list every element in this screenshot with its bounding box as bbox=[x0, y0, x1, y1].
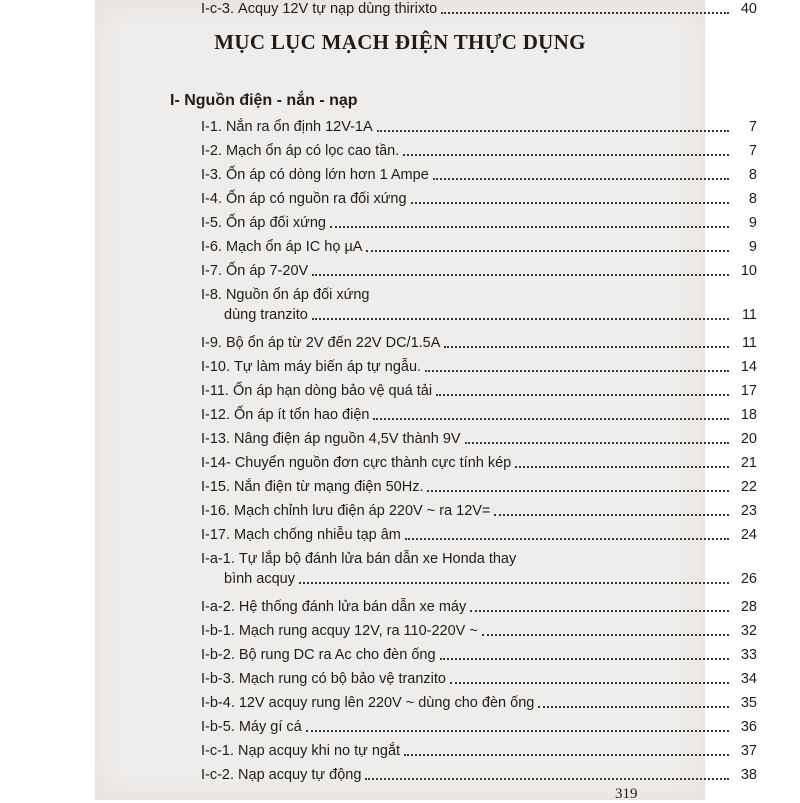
toc-entry-title: Mạch rung có bộ bảo vệ tranzito bbox=[238, 671, 446, 687]
toc-entry-code: I-2. bbox=[201, 143, 222, 159]
toc-list bbox=[95, 0, 757, 800]
toc-entry-title: Tự lắp bộ đánh lửa bán dẫn xe Honda thay bbox=[238, 551, 517, 567]
toc-entry-page: 26 bbox=[740, 571, 757, 587]
toc-entry-code: I-3. bbox=[201, 167, 222, 183]
toc-leader-dots bbox=[427, 490, 729, 492]
toc-entry bbox=[201, 622, 757, 640]
toc-entry-code: I-b-5. bbox=[201, 719, 235, 735]
toc-entry-page: 8 bbox=[748, 191, 757, 207]
toc-entry-title: Hệ thống đánh lửa bán dẫn xe máy bbox=[238, 599, 467, 615]
toc-entry-page: 8 bbox=[748, 167, 757, 183]
toc-entry bbox=[201, 382, 757, 400]
toc-entry-page: 7 bbox=[748, 143, 757, 159]
toc-leader-dots bbox=[330, 226, 729, 228]
toc-entry-title: Chuyển nguồn đơn cực thành cực tính kép bbox=[234, 455, 512, 471]
toc-entry-code: I-13. bbox=[201, 431, 231, 447]
toc-entry-page: 36 bbox=[740, 719, 757, 735]
toc-leader-dots bbox=[373, 418, 729, 420]
toc-leader-dots bbox=[433, 178, 729, 180]
toc-entry-page: 24 bbox=[740, 527, 757, 543]
toc-entry-page: 40 bbox=[740, 1, 757, 17]
toc-entry-code: I-1. bbox=[201, 119, 222, 135]
toc-entry-title: Máy gí cá bbox=[238, 719, 302, 735]
toc-entry-title: Ổn áp ít tổn hao điện bbox=[234, 407, 370, 423]
toc-entry-title: Ổn áp có nguồn ra đối xứng bbox=[225, 191, 407, 207]
toc-leader-dots bbox=[312, 318, 729, 320]
toc-leader-dots bbox=[465, 442, 729, 444]
toc-entry bbox=[201, 670, 757, 688]
toc-leader-dots bbox=[312, 274, 729, 276]
toc-entry-page: 23 bbox=[740, 503, 757, 519]
toc-entry-code: I-11. bbox=[201, 383, 229, 399]
toc-entry bbox=[201, 550, 757, 590]
toc-entry-page: 18 bbox=[740, 407, 757, 423]
toc-entry-page: 11 bbox=[741, 307, 757, 323]
toc-entry-page: 21 bbox=[740, 455, 757, 471]
toc-leader-dots bbox=[470, 610, 729, 612]
toc-leader-dots bbox=[494, 514, 729, 516]
toc-entry-code: I-17. bbox=[201, 527, 231, 543]
toc-entry-page: 34 bbox=[740, 671, 757, 687]
toc-entry bbox=[201, 286, 757, 326]
toc-entry-code: I-9. bbox=[201, 335, 222, 351]
toc-entry-page: 32 bbox=[740, 623, 757, 639]
toc-entry bbox=[201, 214, 757, 232]
toc-entry bbox=[201, 358, 757, 376]
toc-entry bbox=[201, 166, 757, 184]
toc-entry-page: 17 bbox=[740, 383, 757, 399]
toc-entry-code: I-16. bbox=[201, 503, 231, 519]
toc-entry-page: 22 bbox=[740, 479, 757, 495]
toc-entry-title: Nguồn ổn áp đối xứng bbox=[225, 287, 370, 303]
toc-leader-dots bbox=[411, 202, 729, 204]
toc-leader-dots bbox=[444, 346, 729, 348]
toc-entry bbox=[201, 646, 757, 664]
toc-entry bbox=[201, 262, 757, 280]
toc-entry bbox=[201, 766, 757, 784]
toc-leader-dots bbox=[403, 154, 729, 156]
book-page bbox=[95, 0, 757, 802]
toc-entry bbox=[201, 142, 757, 160]
toc-entry-code: I-a-2. bbox=[201, 599, 235, 615]
toc-entry-title: Bộ rung DC ra Ac cho đèn ống bbox=[238, 647, 436, 663]
toc-entry-title: Acquy 12V tự nạp dùng thirixto bbox=[238, 1, 438, 17]
toc-entry-title: Mạch chỉnh lưu điện áp 220V ~ ra 12V= bbox=[234, 503, 491, 519]
toc-leader-dots bbox=[377, 130, 729, 132]
toc-entry-page: 9 bbox=[748, 215, 757, 231]
toc-entry-title: Nâng điện áp nguồn 4,5V thành 9V bbox=[234, 431, 461, 447]
toc-entry bbox=[201, 718, 757, 736]
toc-entry-code: I-b-4. bbox=[201, 695, 235, 711]
toc-leader-dots bbox=[405, 538, 729, 540]
toc-entry-code: I-a-1. bbox=[201, 551, 235, 567]
toc-leader-dots bbox=[440, 658, 729, 660]
section-heading: I- Nguồn điện - nắn - nạp bbox=[170, 92, 358, 109]
toc-entry-page: 14 bbox=[740, 359, 757, 375]
toc-entry-page: 10 bbox=[740, 263, 757, 279]
toc-entry-code: I-8. bbox=[201, 287, 222, 303]
toc-entry-page: 11 bbox=[741, 335, 757, 351]
toc-leader-dots bbox=[450, 682, 729, 684]
toc-entry-page: 20 bbox=[740, 431, 757, 447]
toc-entry-title: Ổn áp 7-20V bbox=[225, 263, 309, 279]
toc-entry-page: 38 bbox=[740, 767, 757, 783]
toc-entry-code: I-6. bbox=[201, 239, 222, 255]
toc-entry-page: 37 bbox=[740, 743, 757, 759]
toc-entry bbox=[201, 454, 757, 472]
toc-entry bbox=[201, 598, 757, 616]
toc-entry-code: I-c-3. bbox=[201, 1, 235, 17]
toc-leader-dots bbox=[404, 754, 729, 756]
toc-entry bbox=[201, 238, 757, 256]
toc-entry-title: Mạch chống nhiễu tạp âm bbox=[234, 527, 401, 543]
page-number: 319 bbox=[615, 786, 638, 802]
toc-entry bbox=[201, 118, 757, 136]
toc-entry-code: I-7. bbox=[201, 263, 222, 279]
toc-entry-title: Mạch ổn áp IC họ µA bbox=[225, 239, 363, 255]
toc-entry-page: 35 bbox=[740, 695, 757, 711]
toc-entry-code: I-12. bbox=[201, 407, 231, 423]
toc-entry-code: I-14- bbox=[201, 455, 231, 471]
toc-entry bbox=[201, 430, 757, 448]
toc-entry-title: Tự làm máy biến áp tự ngẫu. bbox=[234, 359, 422, 375]
toc-entry-page: 7 bbox=[748, 119, 757, 135]
toc-leader-dots bbox=[299, 582, 729, 584]
toc-entry-title-cont: dùng tranzito bbox=[224, 307, 308, 323]
toc-entry-title: 12V acquy rung lên 220V ~ dùng cho đèn ống bbox=[238, 695, 535, 711]
toc-entry-title: Ổn áp đối xứng bbox=[225, 215, 326, 231]
toc-entry-title: Nạp acquy tự động bbox=[238, 767, 362, 783]
toc-entry-title: Nắn ra ổn định 12V-1A bbox=[225, 119, 373, 135]
toc-entry-title-cont: bình acquy bbox=[224, 571, 295, 587]
toc-entry-code: I-b-2. bbox=[201, 647, 235, 663]
toc-entry-code: I-4. bbox=[201, 191, 222, 207]
toc-leader-dots bbox=[306, 730, 729, 732]
toc-entry-title: Nắn điện từ mạng điện 50Hz. bbox=[234, 479, 424, 495]
toc-entry-title: Ổn áp có dòng lớn hơn 1 Ampe bbox=[225, 167, 429, 183]
toc-entry bbox=[201, 334, 757, 352]
toc-entry-code: I-c-2. bbox=[201, 767, 235, 783]
toc-entry-page: 9 bbox=[748, 239, 757, 255]
toc-entry-code: I-10. bbox=[201, 359, 231, 375]
toc-entry-code: I-5. bbox=[201, 215, 222, 231]
toc-leader-dots bbox=[436, 394, 729, 396]
toc-leader-dots bbox=[515, 466, 729, 468]
toc-leader-dots bbox=[482, 634, 729, 636]
toc-entry bbox=[201, 0, 757, 18]
toc-entry bbox=[201, 406, 757, 424]
toc-entry-title: Nạp acquy khi no tự ngắt bbox=[238, 743, 401, 759]
toc-leader-dots bbox=[441, 12, 729, 14]
toc-entry-code: I-b-1. bbox=[201, 623, 235, 639]
toc-entry-title: Ổn áp hạn dòng bảo vệ quá tải bbox=[232, 383, 433, 399]
toc-leader-dots bbox=[425, 370, 729, 372]
toc-leader-dots bbox=[366, 250, 729, 252]
toc-entry-page: 28 bbox=[740, 599, 757, 615]
toc-leader-dots bbox=[538, 706, 729, 708]
toc-entry-page: 33 bbox=[740, 647, 757, 663]
toc-entry bbox=[201, 502, 757, 520]
toc-leader-dots bbox=[365, 778, 729, 780]
page-title: MỤC LỤC MẠCH ĐIỆN THỰC DỤNG bbox=[214, 30, 586, 54]
toc-entry bbox=[201, 694, 757, 712]
toc-entry-title: Mạch rung acquy 12V, ra 110-220V ~ bbox=[238, 623, 478, 639]
toc-entry bbox=[201, 742, 757, 760]
toc-entry-title: Mạch ổn áp có lọc cao tần. bbox=[225, 143, 400, 159]
toc-entry bbox=[201, 190, 757, 208]
toc-entry-title: Bộ ổn áp từ 2V đến 22V DC/1.5A bbox=[225, 335, 441, 351]
toc-entry-code: I-c-1. bbox=[201, 743, 235, 759]
toc-entry bbox=[201, 526, 757, 544]
toc-entry-code: I-15. bbox=[201, 479, 231, 495]
toc-entry-code: I-b-3. bbox=[201, 671, 235, 687]
toc-entry bbox=[201, 478, 757, 496]
